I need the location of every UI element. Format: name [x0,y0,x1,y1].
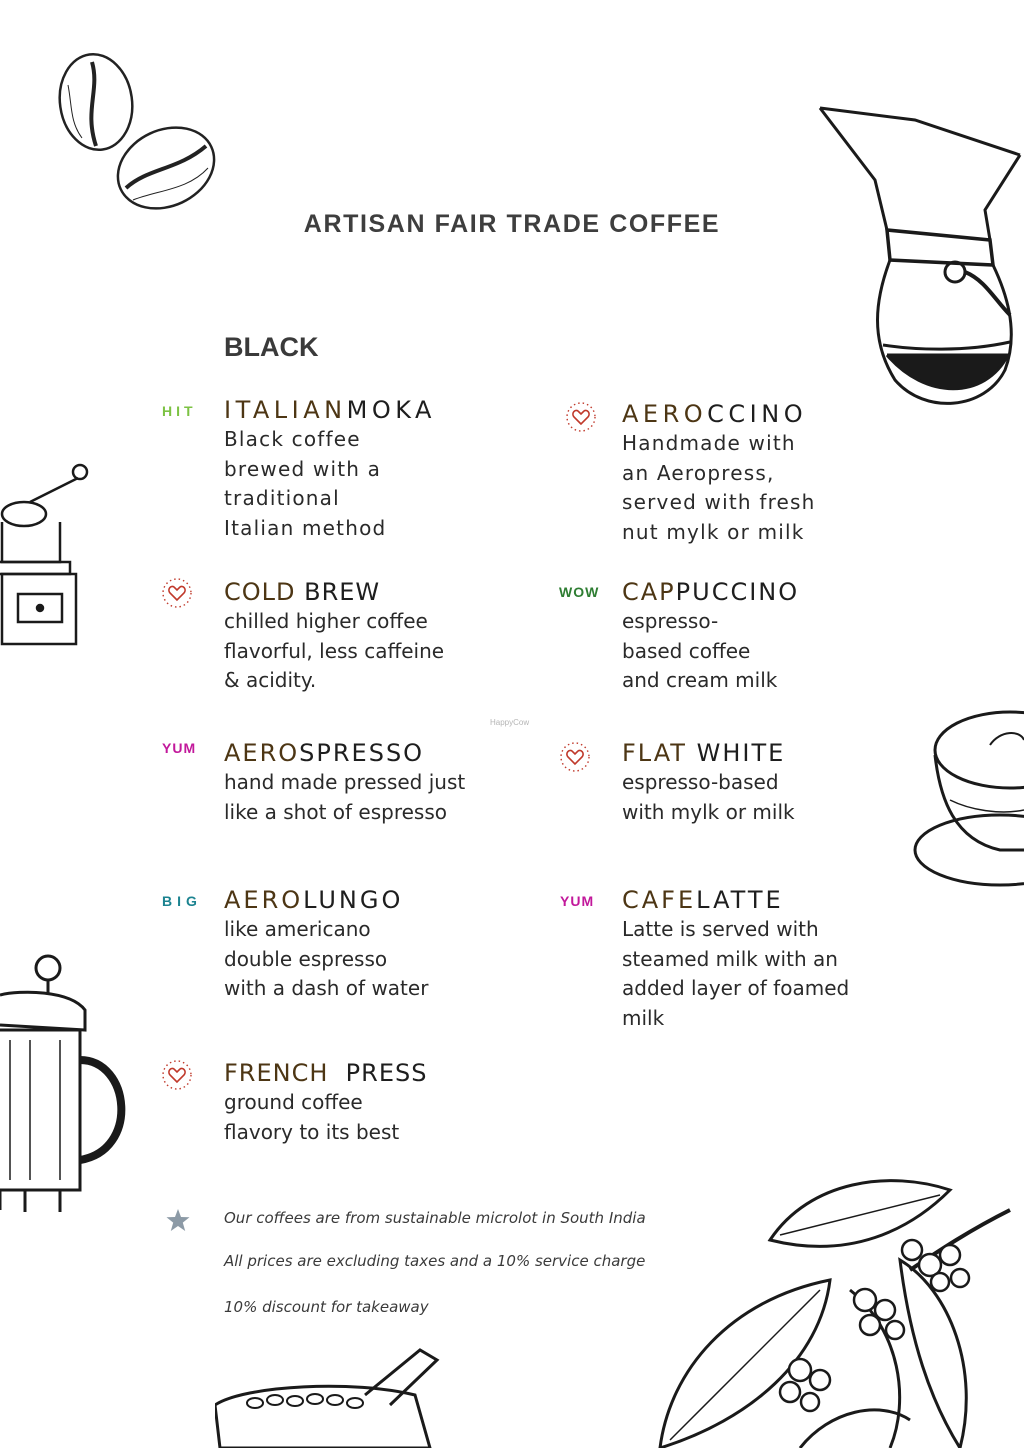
item-description: Latte is served with steamed milk with an added layer of foamed milk [622,917,850,1030]
menu-item [622,577,799,696]
menu-item [622,885,849,1033]
menu-title: ARTISAN FAIR TRADE COFFEE [303,210,721,238]
item-description: chilled higher coffee flavorful, less caffeine & acidity. [224,609,445,692]
latte-cup-illustration [910,700,1024,895]
item-name-accent: CAP [622,578,676,606]
item-name-rest: WHITE [686,739,786,767]
note-sourcing: Our coffees are from sustainable microlot in South India [224,1209,646,1227]
item-name [224,885,428,915]
item-name [224,738,465,768]
item-description: ground coffee flavory to its best [224,1090,400,1144]
note-prices: All prices are excluding taxes and a 10% service charge [224,1252,646,1270]
coffee-grinder-illustration [0,462,100,652]
note-takeaway: 10% discount for takeaway [224,1298,429,1316]
item-name-accent: CAFE [622,886,697,914]
item-name [622,885,849,915]
item-name-accent: FRENCH [224,1059,329,1087]
item-name-rest: SPRESSO [299,739,425,767]
item-name [224,577,444,607]
item-name-accent: ITALIAN [224,396,347,424]
item-name-accent: AERO [622,400,708,428]
chemex-illustration [815,100,1024,420]
item-name [622,577,799,607]
menu-item [224,885,428,1004]
item-name [224,1058,427,1088]
watermark-text: HappyCow [490,718,530,727]
menu-item [622,738,795,827]
item-name-rest: CCINO [707,400,808,428]
item-name-accent: COLD [224,578,296,606]
item-badge: BIG [162,893,202,909]
heart-icon [160,1058,194,1092]
item-description: like americano double espresso with a dash of water [224,917,429,1000]
item-description: Black coffee brewed with a traditional Italian method [224,427,387,540]
item-description: espresso-based with mylk or milk [622,770,795,824]
item-name [622,399,816,429]
heart-icon [160,576,194,610]
item-badge: HIT [162,403,197,419]
item-badge: WOW [559,584,600,600]
heart-icon [564,400,598,434]
item-name-rest: LATTE [696,886,784,914]
coffee-beans-illustration [48,50,223,215]
menu-item [224,1058,427,1147]
section-title: BLACK [224,332,319,362]
item-name-accent: AERO [224,886,304,914]
menu-item [224,577,444,696]
coffee-branch-illustration [650,1170,1024,1448]
item-name-accent: AERO [224,739,300,767]
item-name-rest: PUCCINO [675,578,800,606]
item-description: hand made pressed just like a shot of espresso [224,770,466,824]
menu-item [224,395,436,543]
item-name-rest: PRESS [328,1059,428,1087]
menu-item [622,399,816,547]
item-description: Handmade with an Aeropress, served with fresh nut mylk or milk [622,431,816,544]
item-description: espresso- based coffee and cream milk [622,609,778,692]
item-name-accent: FLAT [622,739,687,767]
item-name [622,738,795,768]
item-name [224,395,436,425]
french-press-illustration [0,950,135,1220]
menu-item [224,738,465,827]
item-name-rest: BREW [295,578,381,606]
item-badge: YUM [560,893,595,909]
star-icon [165,1207,191,1233]
heart-icon [558,740,592,774]
coffee-sack-illustration [215,1345,440,1448]
item-name-rest: MOKA [346,396,436,424]
item-name-rest: LUNGO [303,886,404,914]
item-badge: YUM [162,740,197,756]
